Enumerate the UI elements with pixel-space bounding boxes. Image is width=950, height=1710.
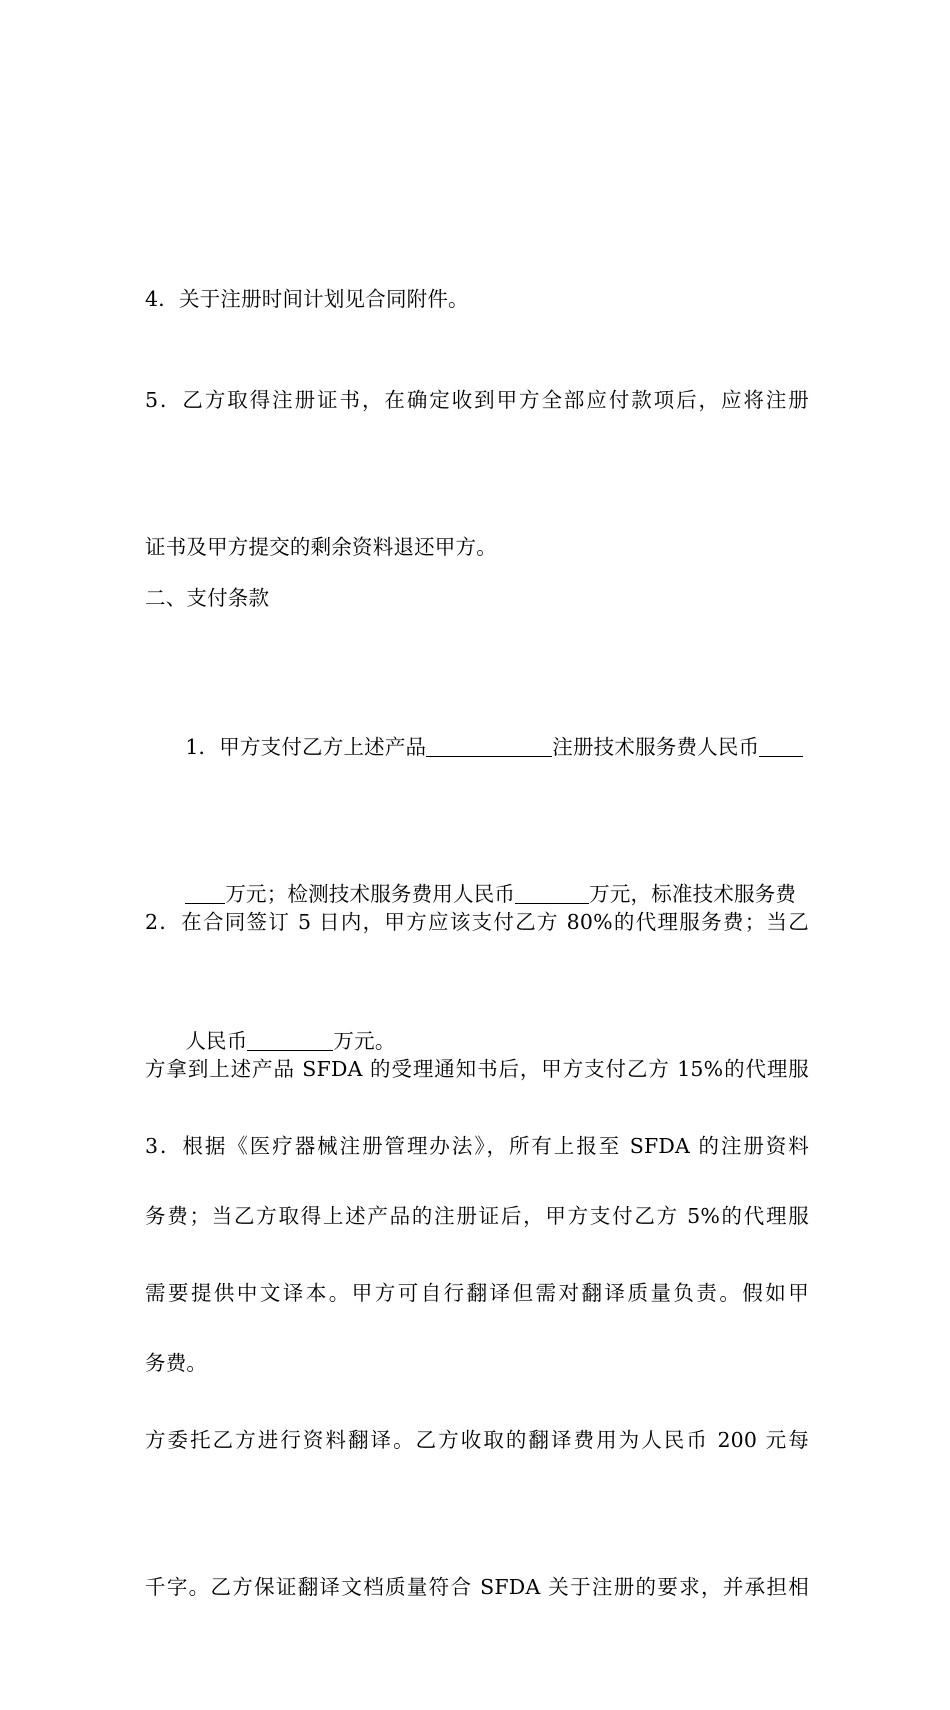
payment-clause-2-line-3: 务费；当乙方取得上述产品的注册证后，甲方支付乙方 5%的代理服 [145, 1204, 809, 1228]
payment-clause-1-line-1 [145, 674, 809, 759]
fill-blank-reg-fee[interactable] [759, 734, 803, 757]
text-segment: 万元；检测技术服务费用人民币 [225, 882, 516, 906]
fill-blank-product[interactable] [426, 734, 552, 757]
text-segment: 1．甲方支付乙方上述产品 [185, 735, 427, 759]
payment-clause-3-line-2: 需要提供中文译本。甲方可自行翻译但需对翻译质量负责。假如甲 [145, 1281, 809, 1305]
text-segment: 人民币 [185, 1029, 248, 1053]
clause-4-line: 4．关于注册时间计划见合同附件。 [145, 287, 469, 311]
payment-clause-2-line-1: 2．在合同签订 5 日内，甲方应该支付乙方 80%的代理服务费；当乙 [145, 910, 809, 934]
payment-clause-3-line-4: 千字。乙方保证翻译文档质量符合 SFDA 关于注册的要求，并承担相 [145, 1575, 809, 1599]
payment-clause-3-line-3: 方委托乙方进行资料翻译。乙方收取的翻译费用为人民币 200 元每 [145, 1428, 809, 1452]
clause-5-line-1: 5．乙方取得注册证书，在确定收到甲方全部应付款项后，应将注册 [145, 388, 809, 412]
section-title: 二、支付条款 [145, 586, 270, 610]
text-segment: 万元，标准技术服务费 [589, 882, 797, 906]
clause-5-line-2: 证书及甲方提交的剩余资料退还甲方。 [145, 535, 497, 559]
text-segment: 万元。 [333, 1029, 396, 1053]
payment-clause-3-line-1: 3．根据《医疗器械注册管理办法》，所有上报至 SFDA 的注册资料 [145, 1134, 809, 1158]
payment-clause-2-line-2: 方拿到上述产品 SFDA 的受理通知书后，甲方支付乙方 15%的代理服 [145, 1057, 809, 1081]
payment-clause-3 [145, 1024, 809, 1710]
payment-clause-2-line-4: 务费。 [145, 1351, 208, 1375]
text-segment: 注册技术服务费人民币 [552, 735, 760, 759]
